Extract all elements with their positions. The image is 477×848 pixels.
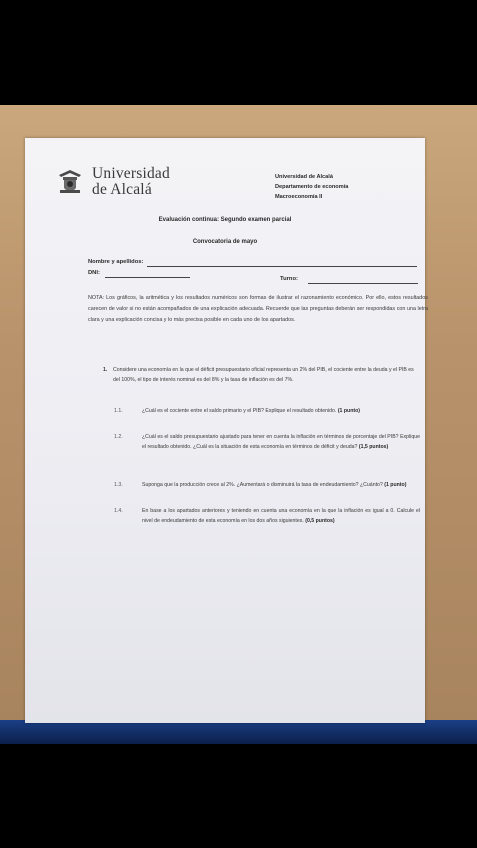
- instructions-note: NOTA: Los gráficos, la aritmética y los resultados numéricos son formas de ilustrar el razonamiento económico. Por ello, estos resultados carecen de valor si no están acompañados de una explicación adecuada. Recuerde que las preguntas deberán ser respondidas con una letra clara y una explicación concisa y lo más precisa posible en cada uno de los apartados.: [88, 295, 428, 323]
- subquestion-text: ¿Cuál es el cociente entre el saldo primario y el PIB? Explique el resultado obtenido.: [142, 408, 337, 414]
- name-field-line: [147, 266, 417, 267]
- subquestion-1-4: [114, 506, 420, 526]
- blue-surface-strip: [0, 720, 477, 744]
- university-name-line2: de Alcalá: [92, 181, 152, 198]
- subquestion-text: En base a los apartados anteriores y teniendo en cuenta una economía en la que la inflación es igual a 0. Calcule el nivel de endeudamiento de esta economía en los dos años siguientes.: [142, 508, 420, 524]
- university-crest-icon: [55, 168, 85, 198]
- turno-field-label: Turno:: [280, 276, 298, 282]
- university-name-line1: Universidad: [92, 165, 170, 182]
- subquestion-points: (0,5 puntos): [305, 518, 335, 524]
- dept-name: Departamento de economía: [275, 184, 349, 190]
- question-number: 1.: [103, 367, 108, 373]
- subquestion-points: (1 punto): [337, 408, 360, 414]
- name-field-label: Nombre y apellidos:: [88, 259, 144, 265]
- department-block: [275, 172, 415, 202]
- question-1: [103, 366, 418, 385]
- exam-call: Convocatoria de mayo: [192, 239, 258, 245]
- exam-title: Evaluación continua: Segundo examen parcial: [158, 217, 292, 223]
- subquestion-number: 1.1.: [114, 408, 123, 414]
- question-text: Considere una economía en la que el déficit presupuestario oficial representa un 2% del PIB, el cociente entre la deuda y el PIB es del 100%, el tipo de interés nominal es del 8% y la tasa de inflación es del 7%.: [113, 367, 414, 383]
- university-name: [92, 166, 222, 198]
- exam-sheet: [25, 138, 428, 723]
- course-name: Macroeconomía II: [275, 194, 323, 200]
- subquestion-number: 1.4.: [114, 508, 123, 514]
- subquestion-text: Suponga que la producción crece al 2%. ¿Aumentará o disminuirá la tasa de endeudamiento? ¿Cuánto?: [142, 482, 383, 488]
- turno-field-line: [308, 283, 418, 284]
- subquestion-text: ¿Cuál es el saldo presupuestario ajustado para tener en cuenta la inflación en términos de porcentaje del PIB? Explique el resultado obtenido. ¿Cuál es la situación de esta economía en términos de déficit y deuda?: [142, 434, 420, 450]
- subquestion-number: 1.3.: [114, 482, 123, 488]
- dept-university: Universidad de Alcalá: [275, 174, 333, 180]
- subquestion-1-3: [114, 480, 420, 490]
- subquestion-1-1: [114, 406, 420, 416]
- subquestion-points: (1,5 puntos): [358, 444, 389, 450]
- dni-field-label: DNI:: [88, 270, 100, 276]
- subquestion-points: (1 punto): [384, 482, 407, 488]
- subquestion-number: 1.2.: [114, 434, 123, 440]
- subquestion-1-2: [114, 432, 420, 452]
- dni-field-line: [105, 277, 190, 278]
